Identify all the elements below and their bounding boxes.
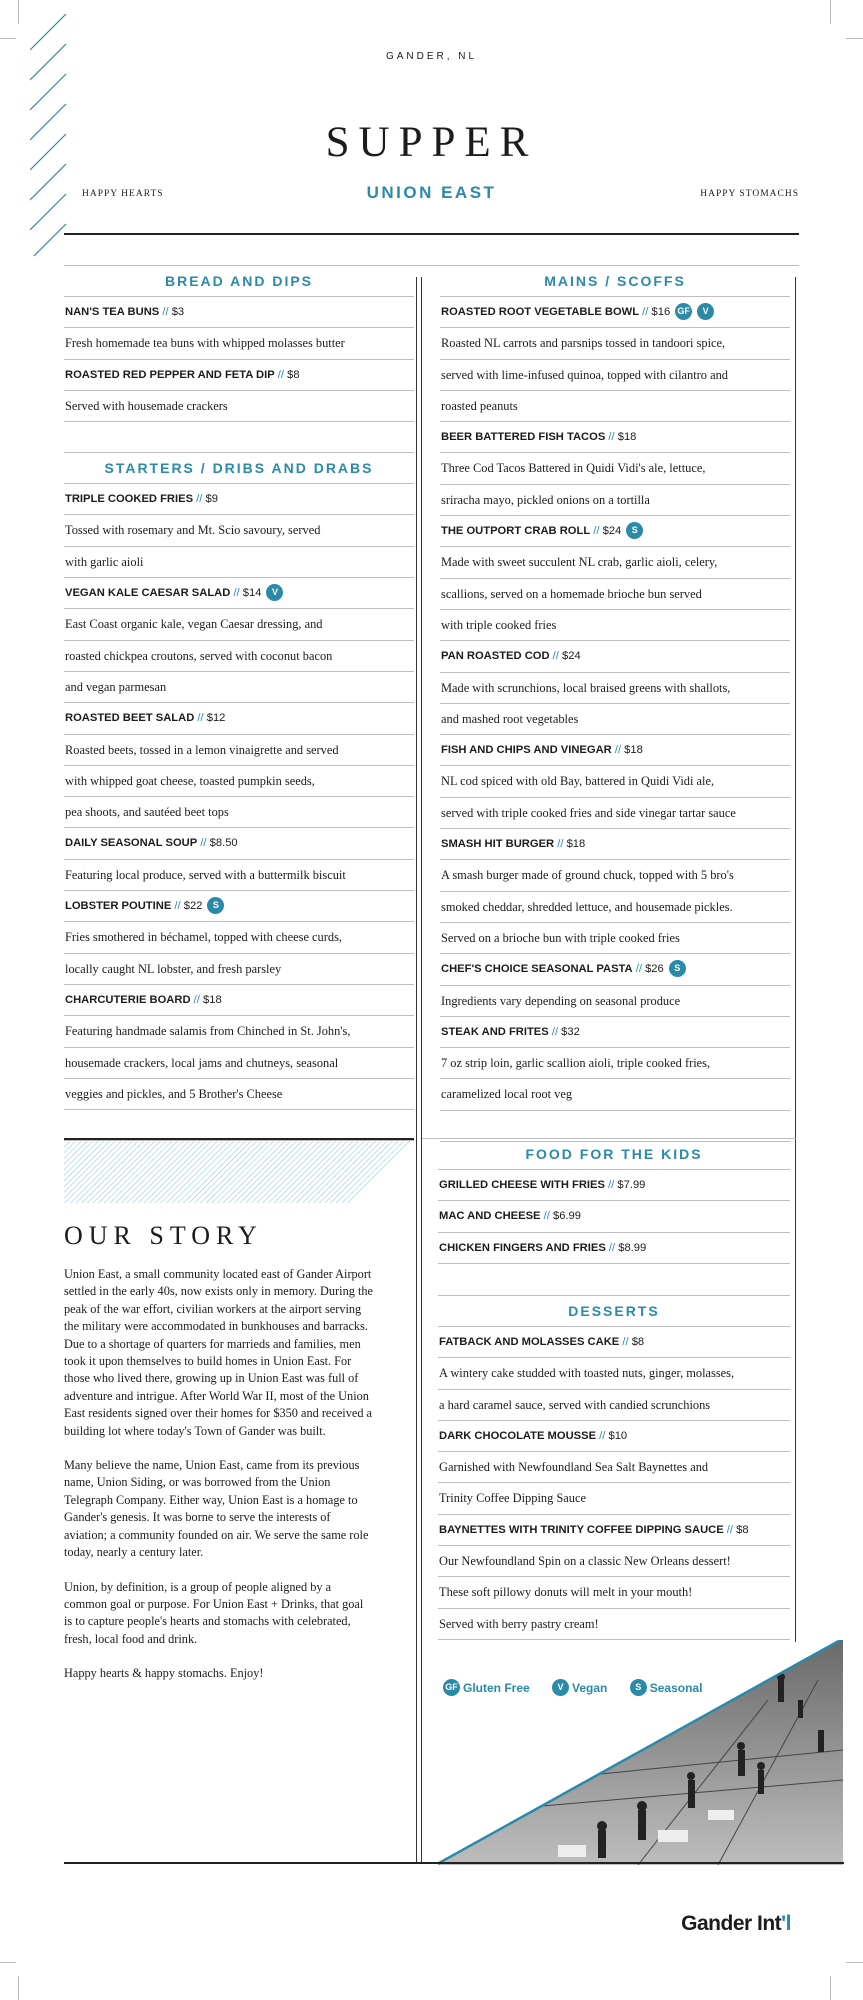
menu-item-name: DARK CHOCOLATE MOUSSE <box>439 1429 597 1442</box>
section-title-desserts: DESSERTS <box>438 1296 790 1327</box>
kids-items <box>438 1170 790 1264</box>
desserts-section <box>438 1296 790 1640</box>
menu-item-description: Roasted beets, tossed in a lemon vinaigrette and served <box>64 735 414 766</box>
menu-item: DARK CHOCOLATE MOUSSE // $10 <box>438 1421 790 1452</box>
section-title-starters: STARTERS / DRIBS AND DRABS <box>64 453 414 484</box>
menu-item-description: smoked cheddar, shredded lettuce, and housemade pickles. <box>440 892 790 923</box>
menu-item-price: $18 <box>566 838 586 851</box>
menu-item-description: NL cod spiced with old Bay, battered in Quidi Vidi ale, <box>440 766 790 797</box>
story-paragraph: Many believe the name, Union East, came from its previous name, Union Siding, or was borrowed from the Union Telegraph Company. Either way, Union East is a homage to Gander's genesis. It was borne to serve the interests of aviation; a community founded on air. We serve the same role today, nearly a century later. <box>64 1458 369 1560</box>
legend-vegan: Vegan <box>572 1680 608 1695</box>
menu-item-name: CHARCUTERIE BOARD <box>65 993 191 1006</box>
menu-item-name: NAN'S TEA BUNS <box>65 306 160 318</box>
menu-item-name: ROASTED RED PEPPER AND FETA DIP <box>65 368 275 381</box>
column-divider <box>416 277 417 1862</box>
section-rule <box>438 1263 790 1264</box>
gluten-free-badge-icon: GF <box>443 1679 460 1696</box>
menu-item-name: CHEF'S CHOICE SEASONAL PASTA <box>441 963 633 976</box>
vegan-badge-icon: V <box>266 584 283 601</box>
menu-item-description: and vegan parmesan <box>64 672 414 703</box>
location-label: GANDER, NL <box>385 51 478 62</box>
menu-item-price: $32 <box>561 1025 580 1038</box>
menu-item-name: FATBACK AND MOLASSES CAKE <box>439 1336 620 1348</box>
menu-item-price: $8 <box>736 1523 749 1536</box>
menu-item-name: PAN ROASTED COD <box>441 650 550 663</box>
gluten-free-badge-icon: GF <box>675 303 692 320</box>
restaurant-name: UNION EAST <box>366 183 497 202</box>
seasonal-badge-icon: S <box>630 1679 647 1696</box>
menu-item: ROASTED RED PEPPER AND FETA DIP // $8 <box>64 360 414 391</box>
menu-item-price: $22 <box>183 900 203 913</box>
menu-item-description: roasted peanuts <box>440 391 790 422</box>
menu-item-price: $18 <box>203 993 222 1006</box>
desserts-items <box>438 1327 790 1640</box>
menu-item: PAN ROASTED COD // $24 <box>440 641 790 672</box>
menu-item-description: 7 oz strip loin, garlic scallion aioli, triple cooked fries, <box>440 1048 790 1079</box>
menu-item-description: with whipped goat cheese, toasted pumpkin seeds, <box>64 766 414 797</box>
menu-item-description: served with triple cooked fries and side vinegar tartar sauce <box>440 798 790 829</box>
menu-item: CHARCUTERIE BOARD // $18 <box>64 985 414 1016</box>
menu-item-description: roasted chickpea croutons, served with coconut bacon <box>64 641 414 672</box>
menu-item: NAN'S TEA BUNS // $3 <box>64 297 414 328</box>
menu-item-description: scallions, served on a homemade brioche bun served <box>440 579 790 610</box>
menu-item-description: Fresh homemade tea buns with whipped molasses butter <box>64 328 414 359</box>
menu-item: GRILLED CHEESE WITH FRIES // $7.99 <box>438 1170 790 1201</box>
section-title-bread: BREAD AND DIPS <box>64 266 414 297</box>
legend-seasonal: Seasonal <box>649 1680 703 1695</box>
tagline-left: HAPPY HEARTS <box>82 189 164 199</box>
menu-item-description: served with lime-infused quinoa, topped with cilantro and <box>440 360 790 391</box>
menu-item-description: pea shoots, and sautéed beet tops <box>64 797 414 828</box>
column-divider <box>421 277 422 1862</box>
menu-item-price: $12 <box>206 712 226 725</box>
menu-item-name: DAILY SEASONAL SOUP <box>65 837 198 850</box>
story-paragraph: Happy hearts & happy stomachs. Enjoy! <box>64 1666 264 1681</box>
menu-item-price: $14 <box>242 587 262 600</box>
menu-item-price: $24 <box>602 525 622 538</box>
section-title-mains: MAINS / SCOFFS <box>440 266 790 297</box>
airport-terminal-photo <box>438 1640 843 1865</box>
menu-item-description: Made with sweet succulent NL crab, garlic aioli, celery, <box>440 547 790 578</box>
menu-item-description: sriracha mayo, pickled onions on a tortilla <box>440 485 790 516</box>
footer-rule <box>64 1862 844 1864</box>
menu-item-name: TRIPLE COOKED FRIES <box>65 493 194 506</box>
menu-item: FATBACK AND MOLASSES CAKE // $8 <box>438 1327 790 1358</box>
seasonal-badge-icon: S <box>207 897 224 914</box>
menu-item-description: A smash burger made of ground chuck, topped with 5 bro's <box>440 860 790 891</box>
menu-item-price: $18 <box>624 744 643 757</box>
menu-item-price: $26 <box>645 963 664 976</box>
story-text <box>64 1266 374 1700</box>
menu-item-price: $16 <box>651 306 671 318</box>
menu-item-name: BEER BATTERED FISH TACOS <box>441 431 606 444</box>
menu-item-price: $8 <box>287 368 300 381</box>
menu-item: CHICKEN FINGERS AND FRIES // $8.99 <box>438 1233 790 1264</box>
menu-item-description: a hard caramel sauce, served with candied scrunchions <box>438 1390 790 1421</box>
vegan-badge-icon: V <box>697 303 714 320</box>
menu-item-description: Ingredients vary depending on seasonal produce <box>440 986 790 1017</box>
menu-right-column <box>440 266 790 1142</box>
menu-item-description: Roasted NL carrots and parsnips tossed in tandoori spice, <box>440 328 790 359</box>
menu-item-description: Served with berry pastry cream! <box>438 1609 790 1640</box>
menu-item-name: ROASTED ROOT VEGETABLE BOWL <box>441 306 640 318</box>
menu-item: FISH AND CHIPS AND VINEGAR // $18 <box>440 735 790 766</box>
menu-item-description: housemade crackers, local jams and chutneys, seasonal <box>64 1048 414 1079</box>
menu-item-description: Tossed with rosemary and Mt. Scio savoury, served <box>64 515 414 546</box>
seasonal-badge-icon: S <box>626 522 643 539</box>
menu-item: THE OUTPORT CRAB ROLL // $24 S <box>440 516 790 547</box>
story-hatch-decoration <box>64 1141 414 1203</box>
kids-section <box>438 1139 790 1264</box>
menu-item: ROASTED ROOT VEGETABLE BOWL // $16 GF V <box>440 297 790 328</box>
menu-item-name: ROASTED BEET SALAD <box>65 712 195 725</box>
menu-item-description: A wintery cake studded with toasted nuts, ginger, molasses, <box>438 1358 790 1389</box>
menu-item-price: $24 <box>562 650 581 663</box>
menu-item-price: $9 <box>205 493 218 506</box>
menu-item-price: $8 <box>631 1336 645 1348</box>
menu-item-name: THE OUTPORT CRAB ROLL <box>441 525 591 538</box>
column-divider-right <box>795 277 796 1642</box>
menu-item-price: $10 <box>608 1429 628 1442</box>
section-title-kids: FOOD FOR THE KIDS <box>438 1139 790 1170</box>
menu-item-description: Fries smothered in béchamel, topped with cheese curds, <box>64 922 414 953</box>
menu-item-description: Featuring handmade salamis from Chinched in St. John's, <box>64 1016 414 1047</box>
menu-item-name: LOBSTER POUTINE <box>65 900 172 913</box>
menu-item: TRIPLE COOKED FRIES // $9 <box>64 484 414 515</box>
menu-item: VEGAN KALE CAESAR SALAD // $14 V <box>64 578 414 609</box>
menu-item-description: Served on a brioche bun with triple cooked fries <box>440 923 790 954</box>
menu-item: SMASH HIT BURGER // $18 <box>440 829 790 860</box>
menu-item-name: BAYNETTES WITH TRINITY COFFEE DIPPING SAUCE <box>439 1523 724 1536</box>
menu-item: STEAK AND FRITES // $32 <box>440 1017 790 1048</box>
menu-item-price: $3 <box>171 306 185 318</box>
menu-item-description: locally caught NL lobster, and fresh parsley <box>64 954 414 985</box>
menu-item: DAILY SEASONAL SOUP // $8.50 <box>64 828 414 859</box>
menu-item-description: and mashed root vegetables <box>440 704 790 735</box>
menu-item-description: East Coast organic kale, vegan Caesar dressing, and <box>64 609 414 640</box>
menu-item-description: Made with scrunchions, local braised greens with shallots, <box>440 673 790 704</box>
story-paragraph: Union East, a small community located east of Gander Airport settled in the early 40s, now exists only in memory. During the peak of the war effort, civilian workers at the airport serving the military were accommodated in bunkhouses and barracks. Due to a shortage of quarters for marrieds and families, men took it upon themselves to build homes in Union East. For those who lived there, growing up in Union East was full of adventure and intrigue. After World War II, most of the Union East residents signed over their homes for $350 and received a building lot where today's Town of Gander was built. <box>64 1267 373 1438</box>
section-gap <box>64 422 414 453</box>
menu-item-description: Our Newfoundland Spin on a classic New Orleans dessert! <box>438 1546 790 1577</box>
menu-item-description: caramelized local root veg <box>440 1079 790 1110</box>
legend-gluten-free: Gluten Free <box>463 1680 530 1695</box>
seasonal-badge-icon: S <box>669 960 686 977</box>
menu-item-description: veggies and pickles, and 5 Brother's Cheese <box>64 1079 414 1110</box>
menu-item-description: These soft pillowy donuts will melt in your mouth! <box>438 1577 790 1608</box>
menu-item: CHEF'S CHOICE SEASONAL PASTA // $26 S <box>440 954 790 985</box>
menu-left-column <box>64 266 414 1141</box>
story-top-rule <box>64 1138 414 1140</box>
page-title: SUPPER <box>325 119 538 166</box>
menu-item-name: GRILLED CHEESE WITH FRIES <box>439 1179 605 1191</box>
section-gap <box>64 1110 414 1141</box>
menu-item-price: $18 <box>617 431 637 444</box>
menu-item: BEER BATTERED FISH TACOS // $18 <box>440 422 790 453</box>
menu-item-description: Three Cod Tacos Battered in Quidi Vidi's ale, lettuce, <box>440 453 790 484</box>
menu-item-description: Served with housemade crackers <box>64 391 414 422</box>
mains-items <box>440 297 790 1142</box>
menu-item-description: Garnished with Newfoundland Sea Salt Baynettes and <box>438 1452 790 1483</box>
gander-airport-logo: Gander Int'l <box>681 1912 791 1935</box>
menu-item-description: with garlic aioli <box>64 547 414 578</box>
menu-item-price: $8.50 <box>209 837 238 850</box>
starters-items <box>64 484 414 1141</box>
tagline-right: HAPPY STOMACHS <box>700 189 799 199</box>
menu-item: ROASTED BEET SALAD // $12 <box>64 703 414 734</box>
menu-item-description: Trinity Coffee Dipping Sauce <box>438 1483 790 1514</box>
menu-item: BAYNETTES WITH TRINITY COFFEE DIPPING SAUCE // $8 <box>438 1515 790 1546</box>
menu-item: MAC AND CHEESE // $6.99 <box>438 1201 790 1232</box>
menu-item-name: FISH AND CHIPS AND VINEGAR <box>441 744 612 757</box>
menu-item-name: VEGAN KALE CAESAR SALAD <box>65 587 231 600</box>
header-rule <box>64 233 799 235</box>
vegan-badge-icon: V <box>552 1679 569 1696</box>
menu-item-price: $8.99 <box>618 1241 647 1254</box>
menu-item-price: $6.99 <box>552 1210 581 1223</box>
menu-item-price: $7.99 <box>617 1179 646 1191</box>
story-title: OUR STORY <box>64 1221 263 1250</box>
menu-item-name: STEAK AND FRITES <box>441 1025 549 1038</box>
menu-item-description: Featuring local produce, served with a buttermilk biscuit <box>64 860 414 891</box>
menu-item-description: with triple cooked fries <box>440 610 790 641</box>
menu-item-name: CHICKEN FINGERS AND FRIES <box>439 1241 606 1254</box>
menu-item: LOBSTER POUTINE // $22 S <box>64 891 414 922</box>
menu-item-name: SMASH HIT BURGER <box>441 838 555 851</box>
bread-items <box>64 297 414 422</box>
story-paragraph: Union, by definition, is a group of people aligned by a common goal or purpose. For Union East + Drinks, that goal is to capture people's hearts and stomachs with celebrated, fresh, local food and drink. <box>64 1579 364 1646</box>
menu-item-name: MAC AND CHEESE <box>439 1210 541 1223</box>
